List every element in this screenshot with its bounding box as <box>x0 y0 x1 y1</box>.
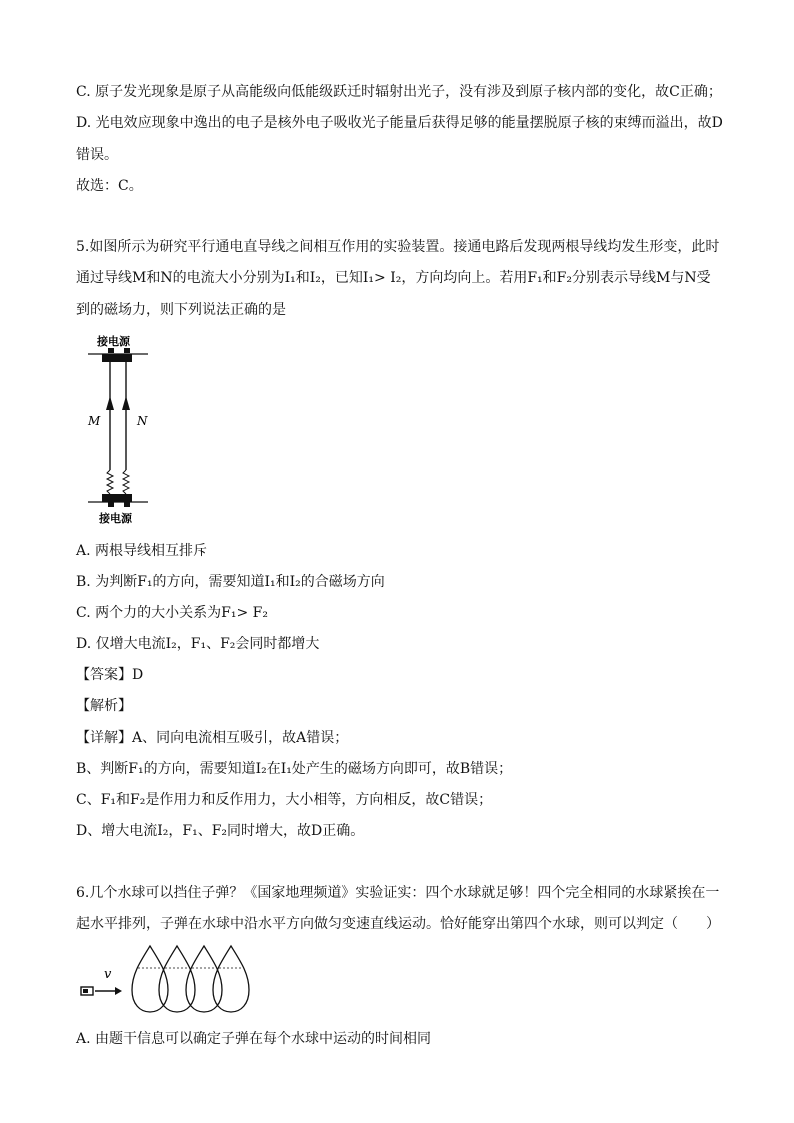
prev-option-d-continued: 错误。 <box>76 147 118 163</box>
q5-stem-line1: 5.如图所示为研究平行通电直导线之间相互作用的实验装置。接通电路后发现两根导线均发生形变，此时 <box>76 239 720 255</box>
q5-stem-line3: 到的磁场力，则下列说法正确的是 <box>76 302 286 318</box>
bottom-terminal-right <box>124 502 130 507</box>
q5-stem-line2: 通过导线M和N的电流大小分别为I₁和I₂，已知I₁> I₂，方向均向上。若用F₁和F₂分别表示导线M与N受 <box>76 270 711 286</box>
top-terminal-right <box>124 348 130 353</box>
water-ball-4 <box>213 946 249 1012</box>
velocity-arrowhead <box>115 987 122 995</box>
q5-answer: 【答案】D <box>76 667 144 683</box>
spring-m <box>107 470 113 494</box>
bottom-terminal-left <box>108 502 114 507</box>
wire-m-arrow <box>106 396 114 410</box>
q6-option-a: A. 由题干信息可以确定子弹在每个水球中运动的时间相同 <box>76 1031 432 1047</box>
top-block <box>102 354 132 362</box>
q6-stem-line2: 起水平排列，子弹在水球中沿水平方向做匀变速直线运动。恰好能穿出第四个水球，则可以判定（ ） <box>76 916 720 932</box>
q5-analysis-heading: 【解析】 <box>76 698 132 714</box>
wire-n-arrow <box>122 396 130 410</box>
q5-option-b: B. 为判断F₁的方向，需要知道I₁和I₂的合磁场方向 <box>76 574 385 590</box>
spring-n <box>123 470 129 494</box>
velocity-label: v <box>104 967 112 982</box>
q5-detail-d: D、增大电流I₂，F₁、F₂同时增大，故D正确。 <box>76 823 365 839</box>
q5-option-c: C. 两个力的大小关系为F₁> F₂ <box>76 605 268 621</box>
q6-stem-line1: 6.几个水球可以挡住子弹？《国家地理频道》实验证实：四个水球就足够！四个完全相同的水球紧挨在一 <box>76 885 720 901</box>
water-ball-3 <box>186 946 222 1012</box>
prev-option-c: C. 原子发光现象是原子从高能级向低能级跃迁时辐射出光子，没有涉及到原子核内部的变化，故C正确； <box>76 84 722 100</box>
q5-detail-b: B、判断F₁的方向，需要知道I₂在I₁处产生的磁场方向即可，故B错误； <box>76 761 513 777</box>
bottom-power-label: 接电源 <box>99 512 132 525</box>
q5-detail-c: C、F₁和F₂是作用力和反作用力，大小相等，方向相反，故C错误； <box>76 792 493 808</box>
q5-option-a: A. 两根导线相互排斥 <box>76 543 208 559</box>
water-ball-2 <box>159 946 195 1012</box>
bottom-block <box>102 494 132 502</box>
water-balls-figure <box>78 940 258 1015</box>
prev-option-d: D. 光电效应现象中逸出的电子是核外电子吸收光子能量后获得足够的能量摆脱原子核的束缚而溢出，故D <box>76 115 723 131</box>
top-power-label: 接电源 <box>97 335 130 348</box>
wire-m-label: M <box>88 414 101 428</box>
parallel-wires-figure <box>80 330 170 530</box>
wire-n-label: N <box>137 414 148 428</box>
bullet-tip <box>83 989 88 993</box>
q5-detail-a: 【详解】A、同向电流相互吸引，故A错误； <box>76 730 349 746</box>
prev-choice: 故选：C。 <box>76 178 143 194</box>
water-ball-1 <box>132 946 168 1012</box>
q5-option-d: D. 仅增大电流I₂，F₁、F₂会同时都增大 <box>76 636 320 652</box>
top-terminal-left <box>108 348 114 353</box>
